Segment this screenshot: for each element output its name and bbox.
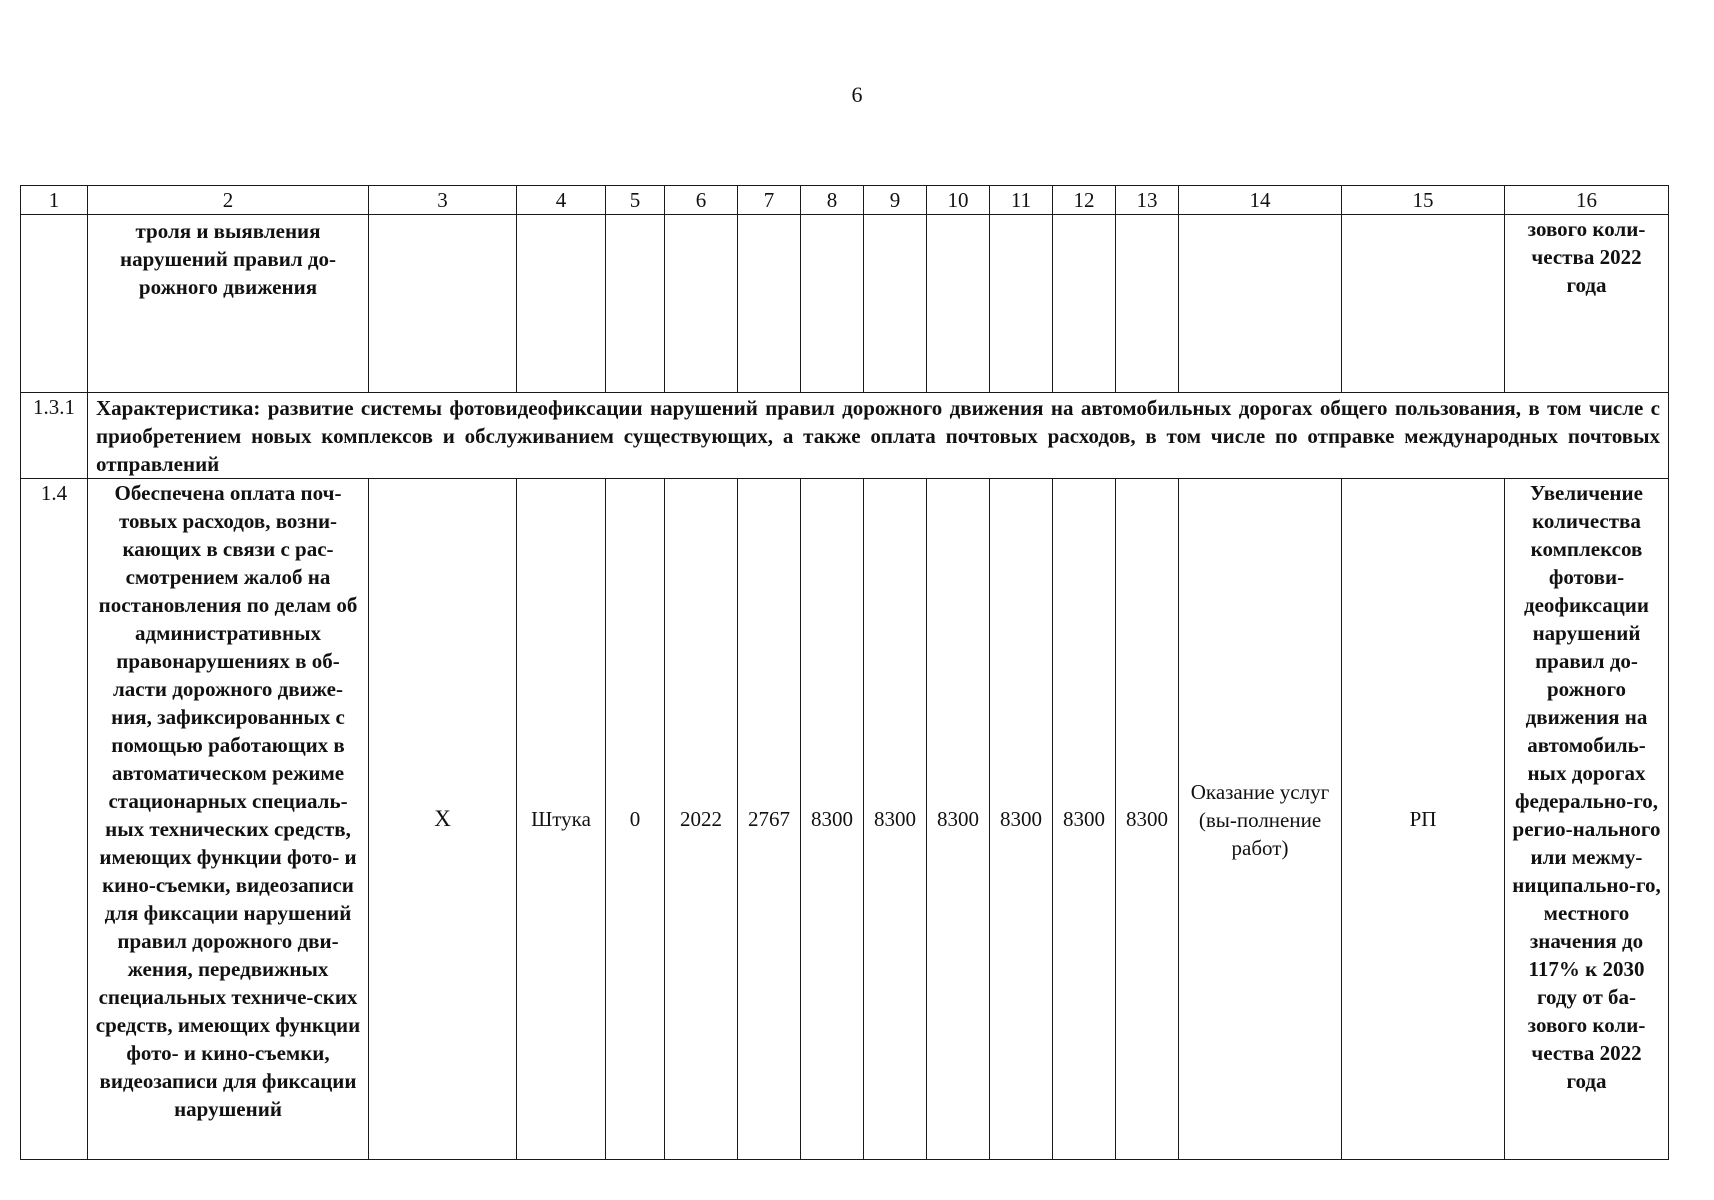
header-cell: 4 [517, 186, 606, 215]
measure-type-cell: Оказание услуг (вы-полнение работ) [1179, 479, 1342, 1160]
header-cell: 1 [21, 186, 88, 215]
base-value-cell: 0 [606, 479, 665, 1160]
base-year-cell: 2022 [665, 479, 738, 1160]
header-cell: 9 [864, 186, 927, 215]
table-row-continuation [21, 215, 1669, 393]
header-cell: 10 [927, 186, 990, 215]
header-cell: 3 [369, 186, 517, 215]
row-number: 1.3.1 [21, 393, 88, 479]
result-continuation: зового коли-чества 2022 года [1505, 215, 1669, 393]
measures-table [20, 185, 1669, 1160]
header-cell: 12 [1053, 186, 1116, 215]
page-number: 6 [851, 82, 863, 107]
measure-name: Обеспечена оплата поч-товых расходов, возни-кающих в связи с рас-смотрением жалоб на постановления по делам об административных правонарушениях в об-ласти дорожного движе-ния, зафиксированных с помощью работающих в автоматическом режиме стационарных специаль-ных технических средств, имеющих функции фото- и кино-съемки, видеозаписи для фиксации нарушений правил дорожного дви-жения, передвижных специальных техниче-ских средств, имеющих функции фото- и кино-съемки, видеозаписи для фиксации нарушений [88, 479, 369, 1160]
header-cell: 8 [801, 186, 864, 215]
row-number: 1.4 [21, 479, 88, 1160]
header-cell: 5 [606, 186, 665, 215]
value-cell: 8300 [927, 479, 990, 1160]
unit-cell: Штука [517, 479, 606, 1160]
header-cell: 14 [1179, 186, 1342, 215]
header-cell: 2 [88, 186, 369, 215]
characteristic-text: Характеристика: развитие системы фотовидеофиксации нарушений правил дорожного движения на автомобильных дорогах общего пользования, в том числе с приобретением новых комплексов и обслуживанием существующих, а также оплата почтовых расходов, в том числе по отправке международных почтовых отправлений [88, 393, 1669, 479]
header-cell: 11 [990, 186, 1053, 215]
measure-name-continuation: троля и выявления нарушений правил до-рожного движения [88, 215, 369, 393]
value-cell: 8300 [1116, 479, 1179, 1160]
table-row-measure [21, 479, 1669, 1160]
header-cell: 16 [1505, 186, 1669, 215]
header-cell: 15 [1342, 186, 1505, 215]
value-cell: 8300 [1053, 479, 1116, 1160]
header-cell: 13 [1116, 186, 1179, 215]
cell-col3: Х [369, 479, 517, 1160]
table-row-characteristic [21, 393, 1669, 479]
responsible-cell: РП [1342, 479, 1505, 1160]
value-cell: 8300 [864, 479, 927, 1160]
value-cell: 8300 [990, 479, 1053, 1160]
value-cell: 2767 [738, 479, 801, 1160]
header-cell: 6 [665, 186, 738, 215]
header-cell: 7 [738, 186, 801, 215]
result-cell: Увеличение количества комплексов фотови-деофиксации нарушений правил до-рожного движения на автомобиль-ных дорогах федерально-го, регио-нального или межму-ниципально-го, местного значения до 117% к 2030 году от ба-зового коли-чества 2022 года [1505, 479, 1669, 1160]
value-cell: 8300 [801, 479, 864, 1160]
table-header-row [21, 186, 1669, 215]
